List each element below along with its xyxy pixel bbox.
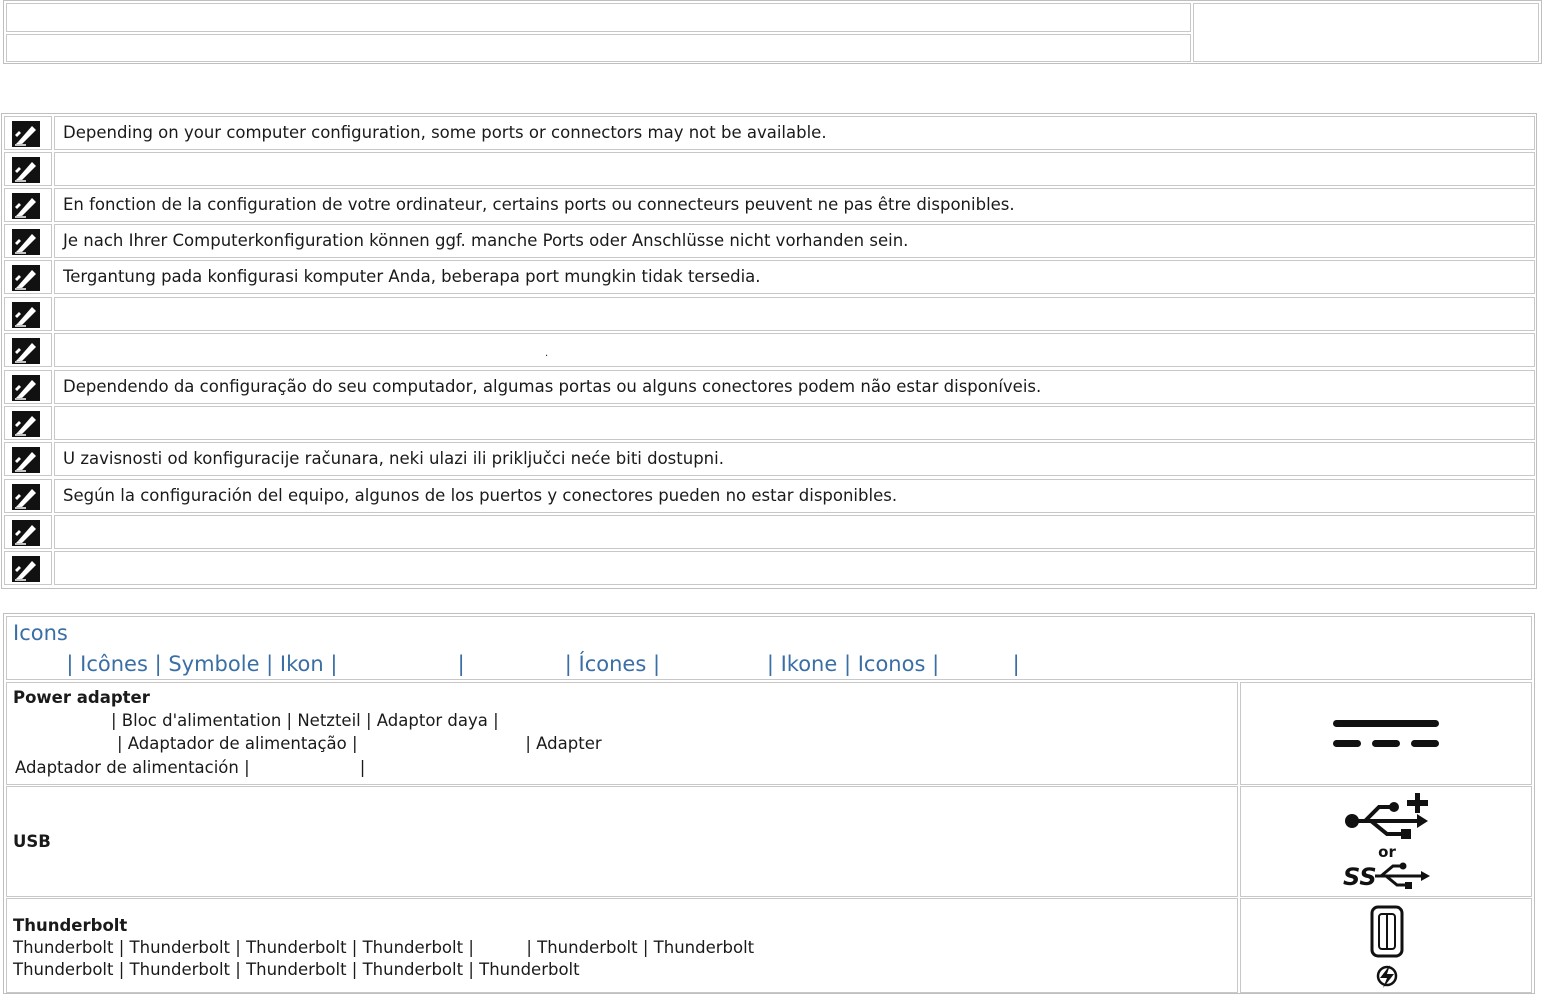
note-icon-cell <box>4 188 52 222</box>
power-adapter-name: Power adapter <box>13 688 150 707</box>
thunderbolt-name: Thunderbolt <box>13 916 128 935</box>
note-row <box>4 370 1535 404</box>
note-pencil-icon <box>12 121 40 147</box>
note-pencil-icon <box>12 447 40 473</box>
note-row <box>4 551 1535 585</box>
note-row <box>4 224 1535 258</box>
thunderbolt-label-cell <box>6 898 1238 993</box>
dc-power-icon <box>1241 683 1533 784</box>
notes-table <box>1 113 1537 589</box>
note-text: Depending on your computer configuration, some ports or connectors may not be available. <box>54 116 1535 150</box>
icons-table <box>3 613 1535 994</box>
note-row <box>4 479 1535 513</box>
note-row <box>4 188 1535 222</box>
note-pencil-icon <box>12 193 40 219</box>
thunderbolt-line-2: Thunderbolt | Thunderbolt | Thunderbolt | Thunderbolt | Thunderbolt <box>13 960 580 979</box>
note-text <box>54 551 1535 585</box>
note-icon-cell <box>4 333 52 367</box>
header-cell-logo <box>1193 3 1539 62</box>
note-icon-cell <box>4 297 52 331</box>
note-pencil-icon <box>12 229 40 255</box>
note-pencil-icon <box>12 302 40 328</box>
note-text: Según la configuración del equipo, algunos de los puertos y conectores pueden no estar disponibles. <box>54 479 1535 513</box>
usb-power-icon <box>1241 787 1533 898</box>
power-adapter-line-3: Adaptador de alimentación | | <box>15 758 366 777</box>
usb-or-text: or <box>1378 843 1396 861</box>
note-icon-cell <box>4 370 52 404</box>
note-text <box>54 515 1535 549</box>
header-cell-2 <box>6 34 1191 62</box>
note-icon-cell <box>4 442 52 476</box>
note-pencil-icon <box>12 484 40 510</box>
note-text: . <box>54 333 1535 367</box>
icons-subtitle: | Icônes | Symbole | Ikon | | | Ícones | | Ikone | Iconos | | <box>13 652 1020 676</box>
note-text: Tergantung pada konfigurasi komputer Anda, beberapa port mungkin tidak tersedia. <box>54 260 1535 294</box>
note-icon-cell <box>4 479 52 513</box>
note-row <box>4 297 1535 331</box>
thunderbolt-icon-cell <box>1240 898 1532 993</box>
note-text <box>54 297 1535 331</box>
note-row <box>4 260 1535 294</box>
note-pencil-icon <box>12 520 40 546</box>
note-text: U zavisnosti od konfiguracije računara, neki ulazi ili priključci neće biti dostupni. <box>54 442 1535 476</box>
note-row <box>4 152 1535 186</box>
usb-label-cell <box>6 786 1238 897</box>
note-row <box>4 333 1535 367</box>
power-adapter-line-1: | Bloc d'alimentation | Netzteil | Adaptor daya | <box>111 711 499 730</box>
note-pencil-icon <box>12 556 40 582</box>
note-text <box>54 152 1535 186</box>
note-text <box>54 406 1535 440</box>
usb-ss-text: SS <box>1343 863 1377 891</box>
note-pencil-icon <box>12 338 40 364</box>
thunderbolt-row <box>6 898 1532 993</box>
power-adapter-row <box>6 682 1532 785</box>
note-pencil-icon <box>12 375 40 401</box>
power-adapter-label-cell <box>6 682 1238 785</box>
thunderbolt-line-1: Thunderbolt | Thunderbolt | Thunderbolt | Thunderbolt | | Thunderbolt | Thunderbolt <box>13 938 755 957</box>
note-icon-cell <box>4 515 52 549</box>
icons-title: Icons <box>13 621 68 645</box>
note-row <box>4 406 1535 440</box>
note-icon-cell <box>4 224 52 258</box>
header-cell-1 <box>6 3 1191 32</box>
note-row <box>4 442 1535 476</box>
note-pencil-icon <box>12 265 40 291</box>
note-row <box>4 116 1535 150</box>
note-icon-cell <box>4 551 52 585</box>
thunderbolt-icon <box>1241 899 1533 994</box>
note-text: Je nach Ihrer Computerkonfiguration können ggf. manche Ports oder Anschlüsse nicht vorhanden sein. <box>54 224 1535 258</box>
header-table <box>3 0 1542 64</box>
note-icon-cell <box>4 116 52 150</box>
usb-row <box>6 786 1532 897</box>
note-icon-cell <box>4 260 52 294</box>
power-adapter-icon-cell <box>1240 682 1532 785</box>
note-pencil-icon <box>12 157 40 183</box>
note-icon-cell <box>4 152 52 186</box>
power-adapter-line-2: | Adaptador de alimentação | | Adapter <box>117 734 602 753</box>
icons-title-cell <box>6 616 1532 680</box>
note-text: En fonction de la configuration de votre ordinateur, certains ports ou connecteurs peuvent ne pas être disponibles. <box>54 188 1535 222</box>
note-icon-cell <box>4 406 52 440</box>
note-text: Dependendo da configuração do seu computador, algumas portas ou alguns conectores podem não estar disponíveis. <box>54 370 1535 404</box>
usb-icon-cell <box>1240 786 1532 897</box>
note-row <box>4 515 1535 549</box>
note-pencil-icon <box>12 411 40 437</box>
usb-name: USB <box>13 832 51 851</box>
